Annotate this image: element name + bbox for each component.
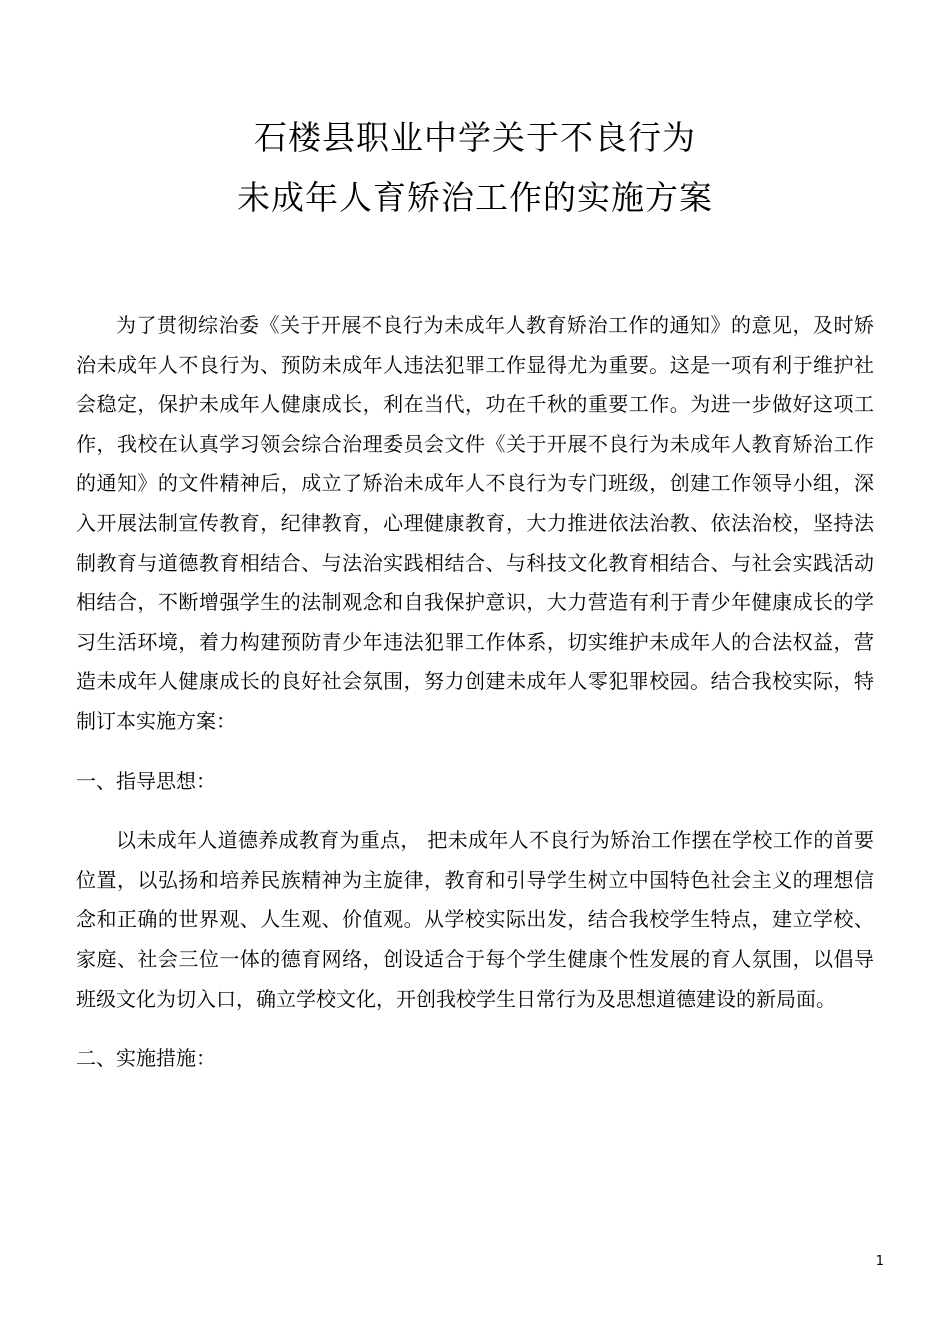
intro-paragraph: 为了贯彻综治委《关于开展不良行为未成年人教育矫治工作的通知》的意见，及时矫治未成年人不良行为、预防未成年人违法犯罪工作显得尤为重要。这是一项有利于维护社会稳定，保护未成年人健康成长，利在当代，功在千秋的重要工作。为进一步做好这项工作，我校在认真学习领会综合治理委员会文件《关于开展不良行为未成年人教育矫治工作的通知》的文件精神后，成立了矫治未成年人不良行为专门班级，创建工作领导小组，深入开展法制宣传教育，纪律教育，心理健康教育，大力推进依法治教、依法治校，坚持法制教育与道德教育相结合、与法治实践相结合、与科技文化教育相结合、与社会实践活动相结合，不断增强学生的法制观念和自我保护意识，大力营造有利于青少年健康成长的学习生活环境，着力构建预防青少年违法犯罪工作体系，切实维护未成年人的合法权益，营造未成年人健康成长的良好社会氛围，努力创建未成年人零犯罪校园。结合我校实际，特制订本实施方案： — [76, 313, 874, 733]
title-line-2: 未成年人育矫治工作的实施方案 — [237, 178, 713, 217]
section-heading-guiding-ideology: 一、指导思想： — [76, 768, 216, 793]
document-body — [76, 306, 874, 1079]
section-heading-implementation: 二、实施措施： — [76, 1046, 216, 1071]
title-line-1: 石楼县职业中学关于不良行为 — [254, 118, 696, 157]
guiding-ideology-paragraph: 以未成年人道德养成教育为重点， 把未成年人不良行为矫治工作摆在学校工作的首要位置，以弘扬和培养民族精神为主旋律，教育和引导学生树立中国特色社会主义的理想信念和正确的世界观、人生观、价值观。从学校实际出发，结合我校学生特点，建立学校、家庭、社会三位一体的德育网络，创设适合于每个学生健康个性发展的育人氛围，以倡导班级文化为切入口，确立学校文化，开创我校学生日常行为及思想道德建设的新局面。 — [76, 828, 874, 1011]
document-title — [0, 108, 950, 228]
page-number: 1 — [875, 1254, 884, 1269]
